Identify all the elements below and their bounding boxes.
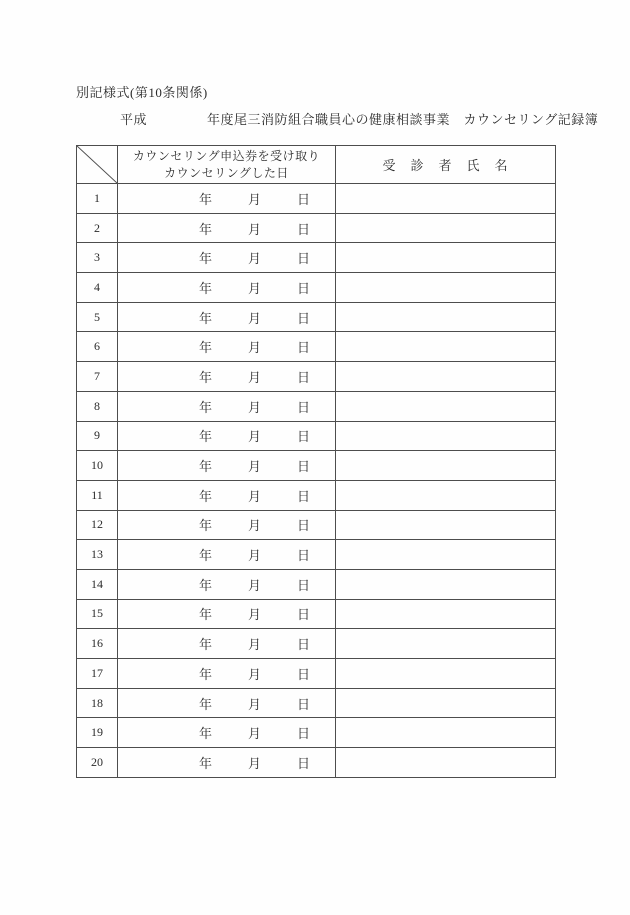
- date-cell: [118, 213, 336, 243]
- year-label: 年: [198, 548, 212, 564]
- row-number: 9: [77, 421, 118, 451]
- year-label: 年: [198, 726, 212, 742]
- day-label: 日: [296, 666, 310, 682]
- date-cell: [118, 688, 336, 718]
- year-label: 年: [198, 369, 212, 385]
- year-label: 年: [198, 755, 212, 771]
- month-label: 月: [247, 607, 261, 623]
- year-label: 年: [198, 280, 212, 296]
- year-label: 年: [198, 429, 212, 445]
- day-label: 日: [296, 340, 310, 356]
- month-label: 月: [247, 488, 261, 504]
- month-label: 月: [247, 696, 261, 712]
- year-label: 年: [198, 399, 212, 415]
- date-cell: [118, 510, 336, 540]
- month-label: 月: [247, 310, 261, 326]
- row-number: 20: [77, 748, 118, 778]
- row-number: 16: [77, 629, 118, 659]
- month-label: 月: [247, 548, 261, 564]
- row-number: 8: [77, 391, 118, 421]
- date-cell: [118, 629, 336, 659]
- name-cell: [336, 659, 556, 689]
- name-cell: [336, 273, 556, 303]
- year-label: 年: [198, 696, 212, 712]
- date-cell: [118, 599, 336, 629]
- year-label: 年: [198, 577, 212, 593]
- table-row: [77, 421, 556, 451]
- day-label: 日: [296, 399, 310, 415]
- date-cell: [118, 362, 336, 392]
- table-row: [77, 629, 556, 659]
- name-cell: [336, 421, 556, 451]
- name-cell: [336, 184, 556, 214]
- month-label: 月: [247, 280, 261, 296]
- row-number: 14: [77, 569, 118, 599]
- row-number: 19: [77, 718, 118, 748]
- table-row: [77, 451, 556, 481]
- date-cell: [118, 273, 336, 303]
- row-number: 13: [77, 540, 118, 570]
- day-label: 日: [296, 726, 310, 742]
- table-row: [77, 273, 556, 303]
- month-label: 月: [247, 251, 261, 267]
- month-label: 月: [247, 755, 261, 771]
- month-label: 月: [247, 340, 261, 356]
- date-header-line2: カウンセリングした日: [164, 165, 289, 180]
- month-label: 月: [247, 637, 261, 653]
- diagonal-slash-icon: [77, 146, 117, 183]
- date-cell: [118, 243, 336, 273]
- name-cell: [336, 243, 556, 273]
- table-row: [77, 510, 556, 540]
- name-cell: [336, 332, 556, 362]
- name-cell: [336, 540, 556, 570]
- row-number: 7: [77, 362, 118, 392]
- month-label: 月: [247, 221, 261, 237]
- name-column-header: 受 診 者 氏 名: [336, 146, 556, 184]
- name-cell: [336, 451, 556, 481]
- date-cell: [118, 184, 336, 214]
- year-label: 年: [198, 637, 212, 653]
- table-header-row: [77, 146, 556, 184]
- table-row: [77, 688, 556, 718]
- date-cell: [118, 659, 336, 689]
- name-cell: [336, 362, 556, 392]
- table-row: [77, 332, 556, 362]
- month-label: 月: [247, 369, 261, 385]
- name-cell: [336, 480, 556, 510]
- month-label: 月: [247, 459, 261, 475]
- date-cell: [118, 451, 336, 481]
- month-label: 月: [247, 399, 261, 415]
- year-label: 年: [198, 221, 212, 237]
- row-number: 17: [77, 659, 118, 689]
- month-label: 月: [247, 577, 261, 593]
- era-label: 平成: [120, 112, 148, 127]
- day-label: 日: [296, 251, 310, 267]
- day-label: 日: [296, 369, 310, 385]
- year-label: 年: [198, 607, 212, 623]
- table-row: [77, 748, 556, 778]
- year-label: 年: [198, 340, 212, 356]
- form-style-note: 別記様式(第10条関係): [76, 85, 208, 100]
- name-cell: [336, 718, 556, 748]
- date-cell: [118, 569, 336, 599]
- month-label: 月: [247, 429, 261, 445]
- month-label: 月: [247, 726, 261, 742]
- counseling-record-table: [76, 145, 556, 778]
- day-label: 日: [296, 429, 310, 445]
- date-column-header: [118, 146, 336, 184]
- row-number: 15: [77, 599, 118, 629]
- year-label: 年: [198, 251, 212, 267]
- date-header-line1: カウンセリング申込券を受け取り: [132, 149, 321, 163]
- day-label: 日: [296, 577, 310, 593]
- table-row: [77, 599, 556, 629]
- row-number: 11: [77, 480, 118, 510]
- day-label: 日: [296, 280, 310, 296]
- date-cell: [118, 718, 336, 748]
- day-label: 日: [296, 518, 310, 534]
- day-label: 日: [296, 488, 310, 504]
- row-number: 5: [77, 302, 118, 332]
- row-number: 1: [77, 184, 118, 214]
- date-cell: [118, 391, 336, 421]
- day-label: 日: [296, 548, 310, 564]
- corner-cell: [77, 146, 118, 184]
- name-cell: [336, 213, 556, 243]
- row-number: 4: [77, 273, 118, 303]
- table-row: [77, 184, 556, 214]
- table-row: [77, 569, 556, 599]
- date-cell: [118, 302, 336, 332]
- date-cell: [118, 480, 336, 510]
- row-number: 3: [77, 243, 118, 273]
- date-cell: [118, 332, 336, 362]
- date-cell: [118, 421, 336, 451]
- year-label: 年: [198, 191, 212, 207]
- table-row: [77, 362, 556, 392]
- year-label: 年: [198, 488, 212, 504]
- name-cell: [336, 391, 556, 421]
- name-cell: [336, 629, 556, 659]
- year-label: 年: [198, 459, 212, 475]
- title-text: 年度尾三消防組合職員心の健康相談事業 カウンセリング記録簿: [207, 112, 599, 127]
- day-label: 日: [296, 221, 310, 237]
- document-title: [120, 109, 598, 128]
- row-number: 18: [77, 688, 118, 718]
- row-number: 10: [77, 451, 118, 481]
- month-label: 月: [247, 666, 261, 682]
- year-label: 年: [198, 518, 212, 534]
- table-row: [77, 540, 556, 570]
- day-label: 日: [296, 310, 310, 326]
- name-cell: [336, 510, 556, 540]
- day-label: 日: [296, 637, 310, 653]
- table-row: [77, 480, 556, 510]
- table-row: [77, 213, 556, 243]
- table-row: [77, 302, 556, 332]
- name-cell: [336, 302, 556, 332]
- row-number: 2: [77, 213, 118, 243]
- date-cell: [118, 748, 336, 778]
- year-label: 年: [198, 310, 212, 326]
- month-label: 月: [247, 518, 261, 534]
- table-body: [77, 184, 556, 778]
- day-label: 日: [296, 755, 310, 771]
- table-row: [77, 718, 556, 748]
- day-label: 日: [296, 696, 310, 712]
- month-label: 月: [247, 191, 261, 207]
- table-row: [77, 243, 556, 273]
- day-label: 日: [296, 607, 310, 623]
- name-cell: [336, 569, 556, 599]
- table-row: [77, 659, 556, 689]
- name-cell: [336, 599, 556, 629]
- year-label: 年: [198, 666, 212, 682]
- table-row: [77, 391, 556, 421]
- row-number: 12: [77, 510, 118, 540]
- day-label: 日: [296, 459, 310, 475]
- name-cell: [336, 688, 556, 718]
- row-number: 6: [77, 332, 118, 362]
- day-label: 日: [296, 191, 310, 207]
- date-cell: [118, 540, 336, 570]
- name-cell: [336, 748, 556, 778]
